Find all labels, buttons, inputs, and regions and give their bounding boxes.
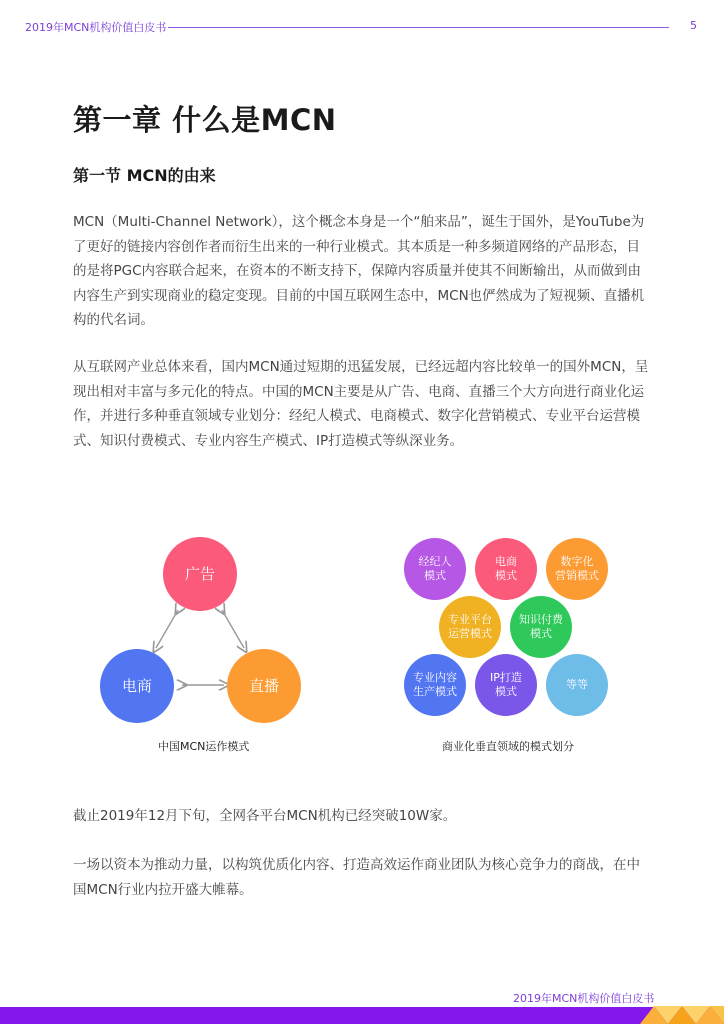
- page-number: 5: [690, 19, 697, 32]
- node-advertising: 广告: [163, 537, 237, 611]
- diagram-area: [90, 520, 690, 780]
- page-header: [0, 0, 724, 44]
- node-agent-model: 经纪人 模式: [404, 538, 466, 600]
- node-ip-building-model: IP打造 模式: [475, 654, 537, 716]
- chapter-title: 第一章 什么是MCN: [73, 103, 337, 137]
- arrow-ad-ecommerce: [156, 610, 178, 648]
- arrow-ad-live: [222, 610, 244, 648]
- paragraph-2: 从互联网产业总体来看，国内MCN通过短期的迅猛发展，已经远超内容比较单一的国外MCN，呈现出相对丰富与多元化的特点。中国的MCN主要是从广告、电商、直播三个大方向进行商业化运作，并进行多种垂直领域专业划分：经纪人模式、电商模式、数字化营销模式、专业平台运营模式、知识付费模式、专业内容生产模式、IP打造模式等纵深业务。: [73, 359, 649, 449]
- node-ecommerce-model: 电商 模式: [475, 538, 537, 600]
- section-title: 第一节 MCN的由来: [73, 166, 216, 185]
- header-title: 2019年MCN机构价值白皮书: [25, 21, 167, 34]
- header-divider: [168, 27, 669, 28]
- node-knowledge-payment-model: 知识付费 模式: [510, 596, 572, 658]
- paragraph-4: 一场以资本为推动力量，以构筑优质化内容、打造高效运作商业团队为核心竞争力的商战，在中国MCN行业内拉开盛大帷幕。: [73, 857, 640, 898]
- node-etc: 等等: [546, 654, 608, 716]
- node-content-production-model: 专业内容 生产模式: [404, 654, 466, 716]
- node-ecommerce: 电商: [100, 649, 174, 723]
- footer-bar: [0, 1007, 724, 1024]
- paragraph-1: MCN（Multi-Channel Network），这个概念本身是一个“舶来品”，诞生于国外，是YouTube为了更好的链接内容创作者而衍生出来的一种行业模式。其本质是一种多频道网络的产品形态，目的是将PGC内容联合起来，在资本的不断支持下，保障内容质量并使其不间断输出，从而做到由内容生产到实现商业的稳定变现。目前的中国互联网生态中，MCN也俨然成为了短视频、直播机构的代名词。: [73, 214, 645, 329]
- footer-triangle-decoration: [630, 998, 724, 1024]
- node-live-streaming: 直播: [227, 649, 301, 723]
- node-platform-operation-model: 专业平台 运营模式: [439, 596, 501, 658]
- left-diagram-caption: 中国MCN运作模式: [158, 740, 250, 753]
- footer-title: 2019年MCN机构价值白皮书: [513, 992, 655, 1005]
- right-diagram-caption: 商业化垂直领域的模式划分: [442, 740, 574, 753]
- paragraph-3: 截止2019年12月下旬，全网各平台MCN机构已经突破10W家。: [73, 808, 457, 824]
- node-digital-marketing-model: 数字化 营销模式: [546, 538, 608, 600]
